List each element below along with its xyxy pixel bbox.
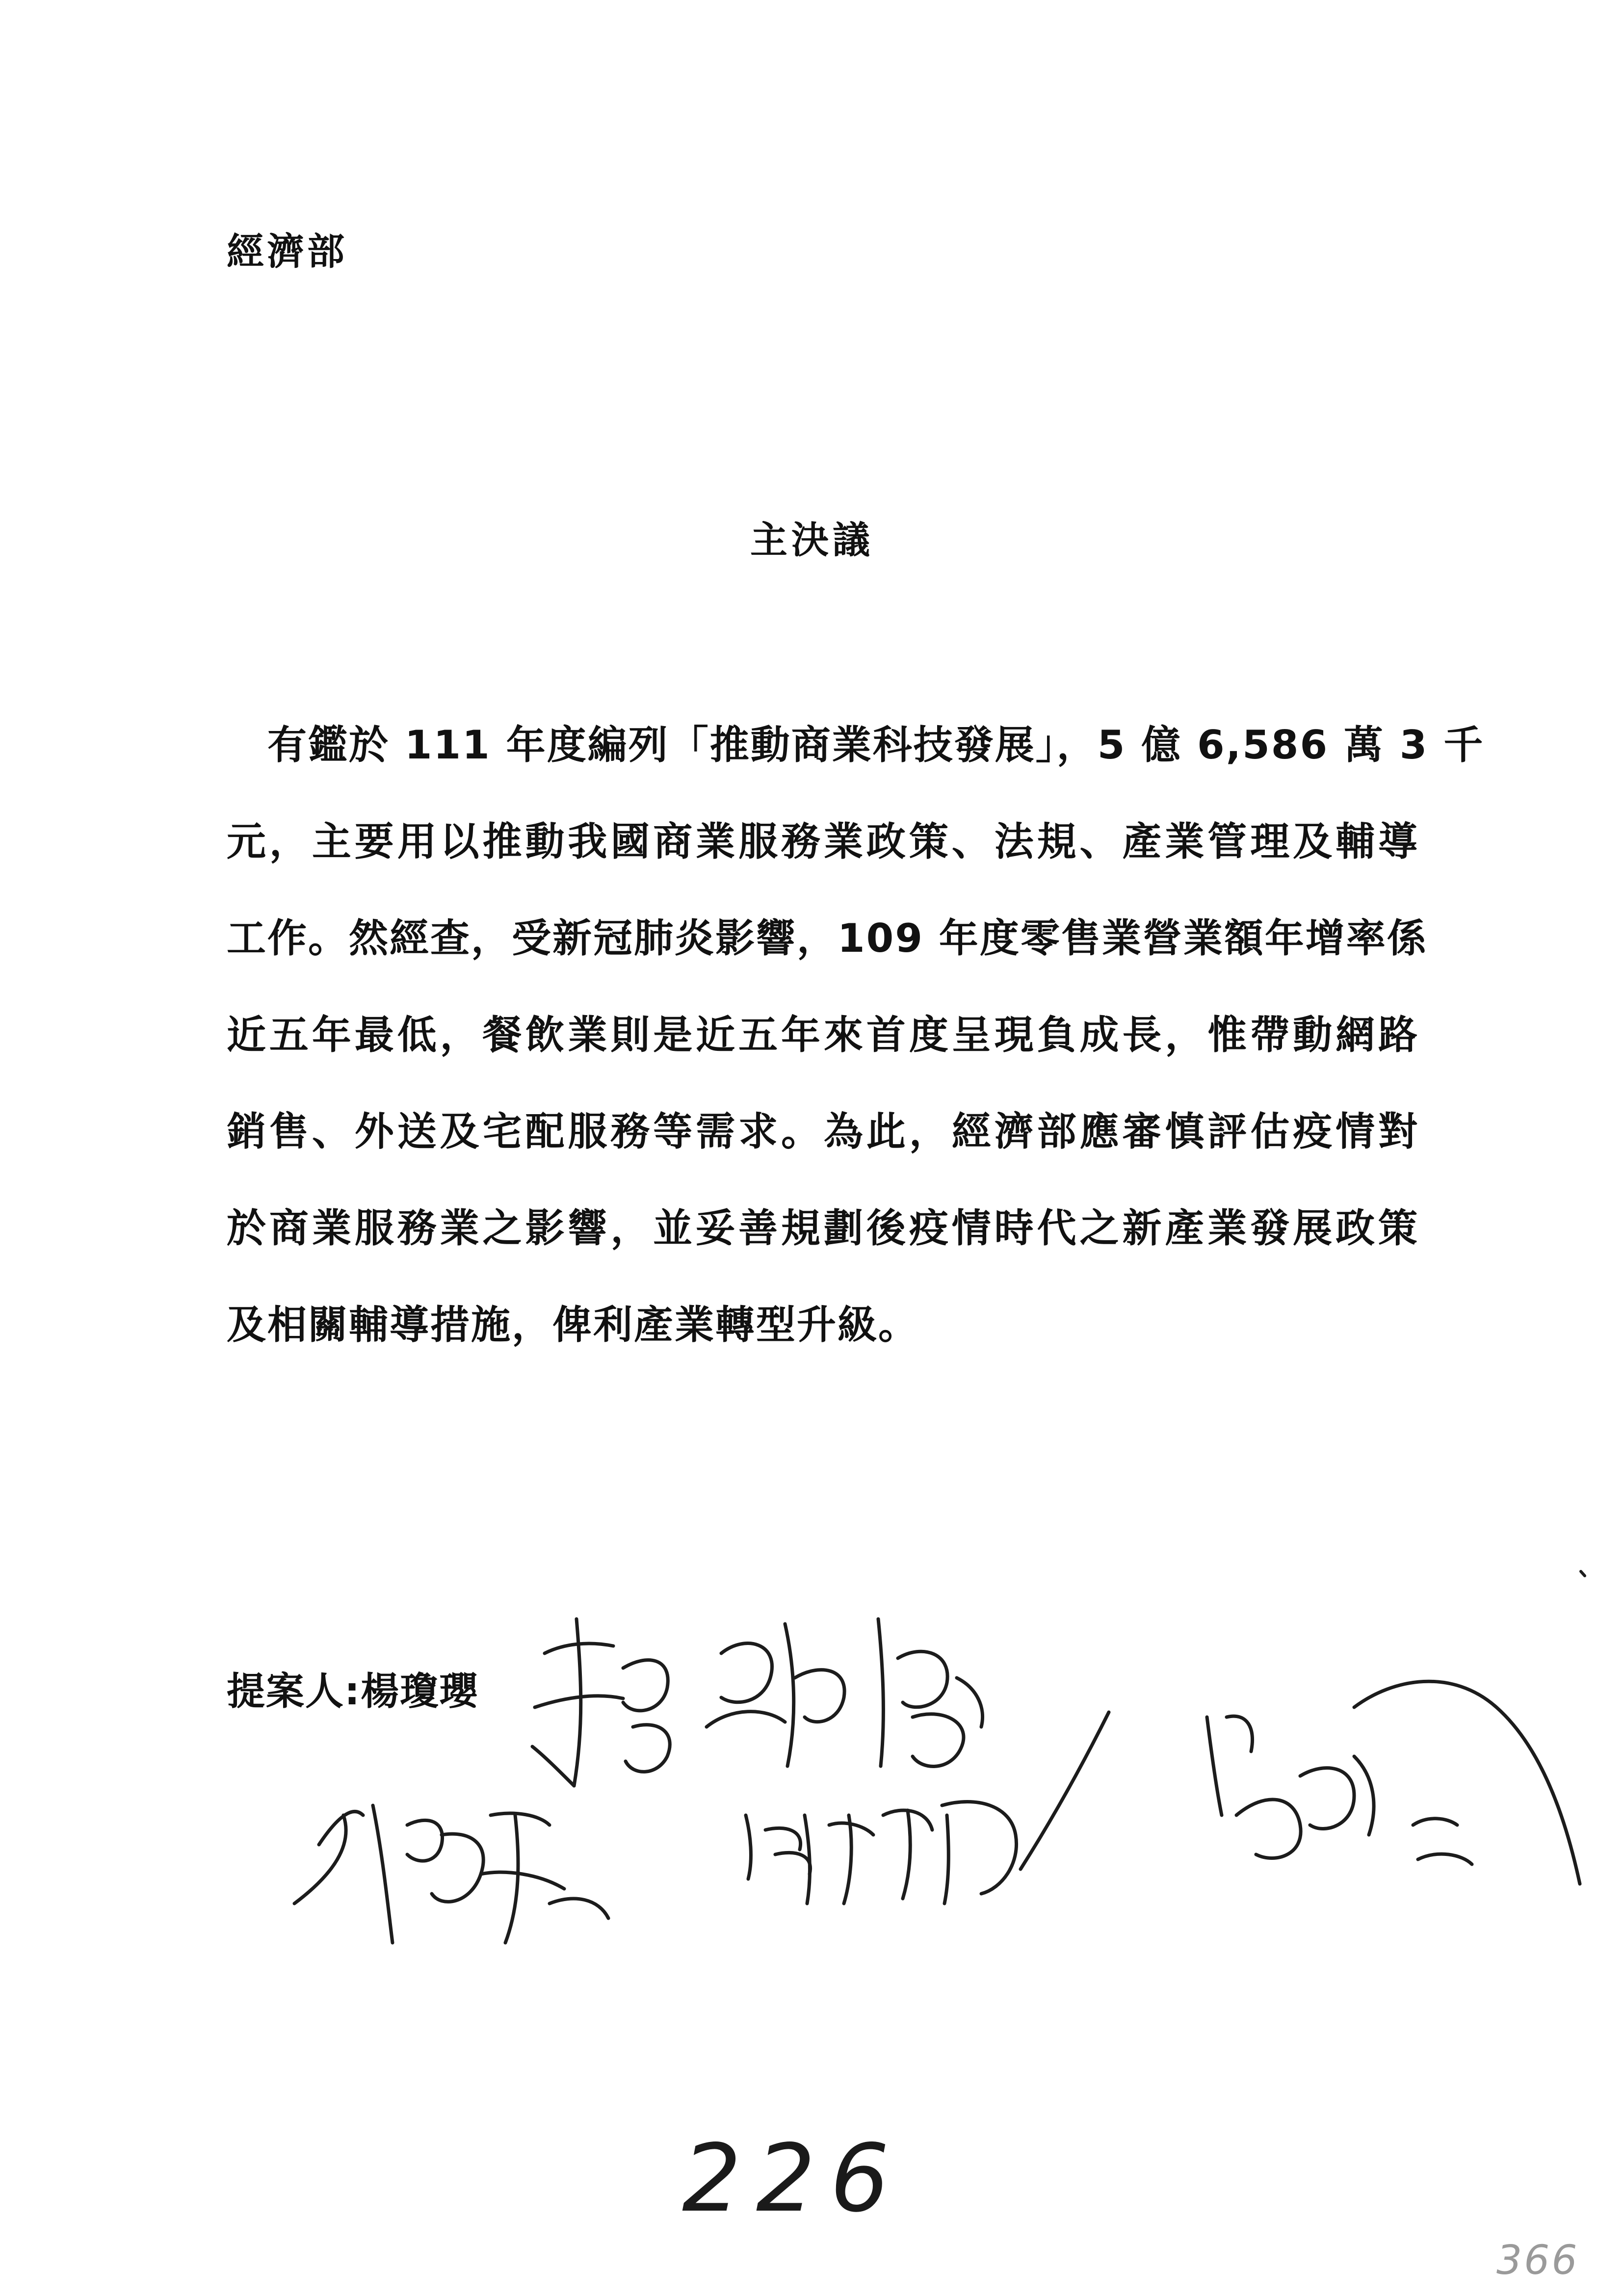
signature-1 (532, 1619, 670, 1786)
body-line: 於商業服務業之影響，並妥善規劃後疫情時代之新產業發展政策 (227, 1205, 1419, 1251)
body-line: 銷售、外送及宅配服務等需求。為此，經濟部應審慎評估疫情對 (227, 1109, 1419, 1154)
document-title: 主決議 (750, 518, 874, 562)
signature-6 (1207, 1681, 1580, 1884)
handwritten-page-number: 226 (682, 2124, 904, 2233)
archive-page-number: 366 (1496, 2237, 1579, 2284)
body-line: 工作。然經查，受新冠肺炎影響，109 年度零售業營業額年增率係 (227, 915, 1428, 961)
organization-name: 經濟部 (227, 230, 347, 273)
body-line: 元，主要用以推動我國商業服務業政策、法規、產業管理及輔導 (227, 819, 1419, 864)
body-line: 有鑑於 111 年度編列「推動商業科技發展」，5 億 6,586 萬 3 千 (227, 722, 1485, 768)
signature-slash (1021, 1712, 1109, 1869)
proposer-label: 提案人:楊瓊瓔 (227, 1670, 479, 1714)
signature-5 (746, 1802, 1017, 1904)
body-line: 及相關輔導措施，俾利產業轉型升級。 (227, 1302, 919, 1348)
stray-mark (1581, 1571, 1585, 1576)
body-line: 近五年最低，餐飲業則是近五年來首度呈現負成長，惟帶動網路 (227, 1012, 1419, 1058)
signature-2 (707, 1624, 844, 1766)
signature-4 (294, 1805, 608, 1943)
signature-3 (878, 1619, 983, 1766)
